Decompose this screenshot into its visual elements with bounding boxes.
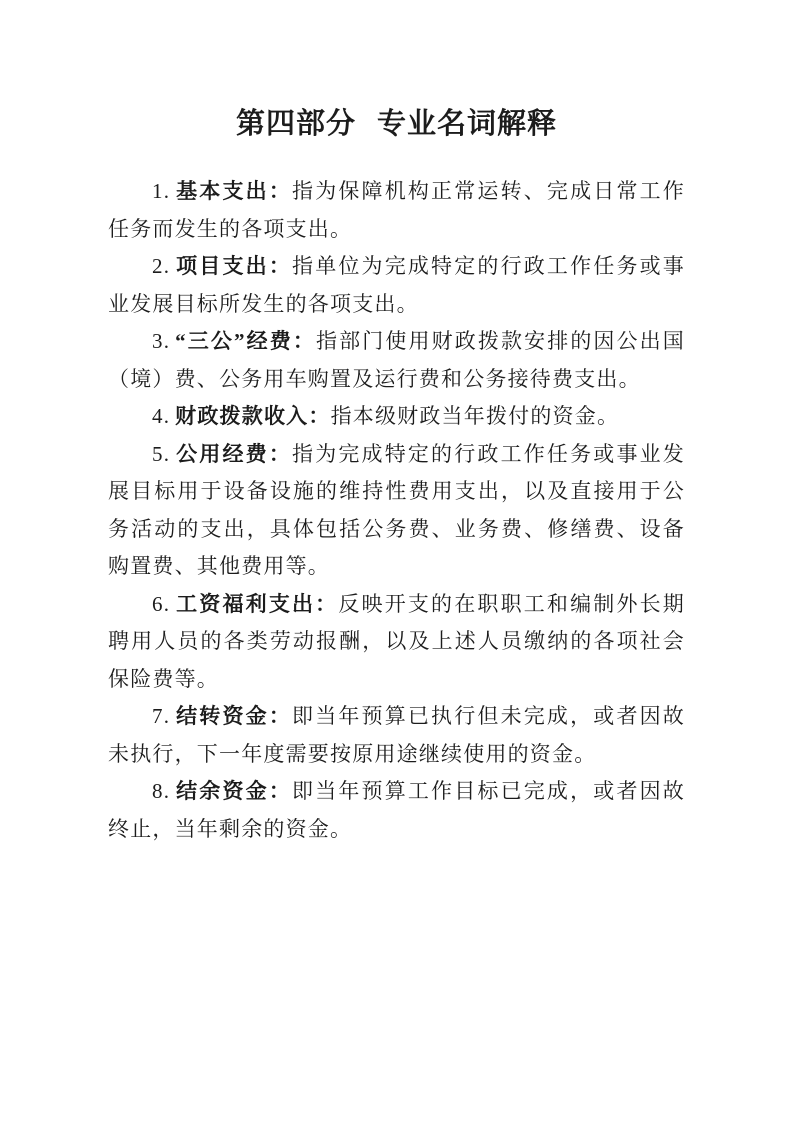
definition-paragraph-8: [108, 773, 685, 848]
definition-text: 指为保障机构正常运转、完成日常工作任务而发生的各项支出。: [108, 179, 686, 241]
definition-paragraph-6: [108, 586, 685, 699]
definition-paragraph-1: [108, 173, 685, 248]
term-label: 基本支出：: [175, 179, 293, 203]
page-title: 第四部分 专业名词解释: [235, 108, 558, 140]
term-label: 财政拨款收入：: [175, 404, 331, 428]
definition-paragraph-2: [108, 248, 685, 323]
definition-text: 即当年预算已执行但未完成，或者因故未执行，下一年度需要按原用途继续使用的资金。: [108, 704, 686, 766]
definition-text: 指部门使用财政拨款安排的因公出国（境）费、公务用车购置及运行费和公务接待费支出。: [108, 329, 685, 391]
definition-paragraph-4: [108, 398, 685, 436]
term-label: 结转资金：: [175, 704, 293, 728]
term-label: 结余资金：: [175, 779, 293, 803]
item-number: 4.: [152, 404, 171, 428]
item-number: 7.: [152, 704, 171, 728]
term-label: 项目支出：: [175, 254, 293, 278]
term-label: “三公”经费：: [175, 329, 316, 353]
definition-text: 指本级财政当年拨付的资金。: [330, 404, 620, 428]
term-label: 公用经费：: [175, 441, 293, 466]
item-number: 6.: [152, 591, 171, 616]
item-number: 3.: [152, 329, 171, 353]
definition-text: 即当年预算工作目标已完成，或者因故终止，当年剩余的资金。: [108, 779, 686, 841]
definition-text: 指为完成特定的行政工作任务或事业发展目标用于设备设施的维持性费用支出，以及直接用于公务活动的支出，具体包括公务费、业务费、修缮费、设备购置费、其他费用等。: [108, 441, 686, 578]
definition-text: 指单位为完成特定的行政工作任务或事业发展目标所发生的各项支出。: [108, 254, 686, 316]
definition-paragraph-5: [108, 436, 685, 586]
term-label: 工资福利支出：: [175, 591, 339, 616]
item-number: 8.: [152, 779, 171, 803]
item-number: 2.: [152, 254, 171, 278]
item-number: 5.: [152, 441, 171, 466]
item-number: 1.: [152, 179, 171, 203]
definition-paragraph-3: [108, 323, 685, 398]
definition-paragraph-7: [108, 698, 685, 773]
definition-text: 反映开支的在职职工和编制外长期聘用人员的各类劳动报酬，以及上述人员缴纳的各项社会保险费等。: [108, 591, 686, 691]
